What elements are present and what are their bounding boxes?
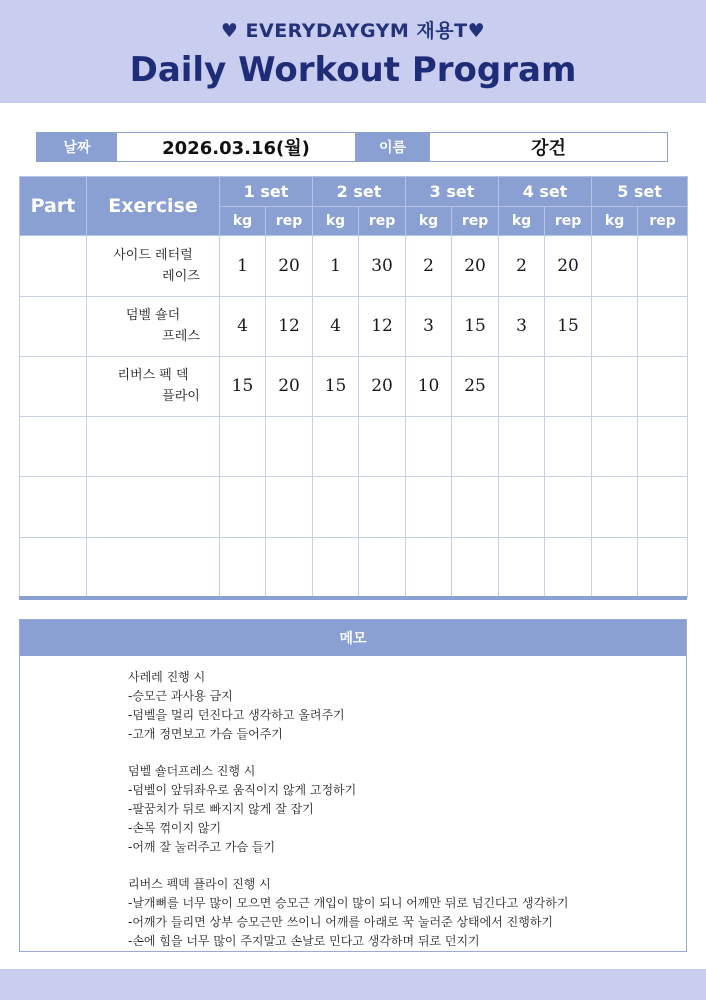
page-title: Daily Workout Program (129, 50, 577, 90)
kg-cell (406, 417, 452, 477)
kg-cell: 1 (313, 236, 359, 296)
memo-heading: 덤벨 숄더프레스 진행 시 (128, 764, 256, 778)
rep-cell (545, 477, 592, 537)
rep-cell (266, 537, 313, 597)
kg-header: kg (499, 207, 545, 236)
kg-header: kg (406, 207, 452, 236)
part-cell (20, 417, 87, 477)
set-header: 2 set (313, 177, 406, 207)
rep-cell (545, 417, 592, 477)
kg-cell (499, 417, 545, 477)
rep-cell: 20 (266, 356, 313, 416)
part-cell (20, 296, 87, 356)
workout-table (19, 176, 688, 598)
exercise-cell (87, 296, 220, 356)
rep-cell (638, 417, 688, 477)
table-bottom-rule (19, 596, 687, 600)
exercise-name-line: 플라이 (162, 389, 200, 405)
info-row (36, 132, 668, 162)
rep-cell (545, 537, 592, 597)
rep-cell (266, 477, 313, 537)
kg-cell: 4 (313, 296, 359, 356)
rep-cell: 12 (266, 296, 313, 356)
table-row (20, 537, 688, 597)
rep-header: rep (545, 207, 592, 236)
kg-cell (592, 477, 638, 537)
rep-cell (638, 477, 688, 537)
exercise-cell (87, 356, 220, 416)
memo-line: -승모근 과사용 금지 (128, 689, 233, 703)
memo-heading: 사레레 진행 시 (128, 670, 206, 684)
exercise-name-line: 프레스 (162, 329, 200, 345)
kg-cell: 15 (313, 356, 359, 416)
memo-section (128, 875, 568, 951)
kg-header: kg (220, 207, 266, 236)
rep-cell (638, 356, 688, 416)
kg-cell (406, 477, 452, 537)
kg-cell (592, 296, 638, 356)
rep-header: rep (638, 207, 688, 236)
memo-section (128, 762, 568, 857)
kg-cell (499, 477, 545, 537)
rep-cell (638, 537, 688, 597)
exercise-name-line: 덤벨 숄더 (125, 308, 181, 324)
kg-cell (220, 477, 266, 537)
memo-line: -손목 꺾이지 않기 (128, 821, 222, 835)
kg-cell: 10 (406, 356, 452, 416)
bottom-banner (0, 969, 706, 1000)
rep-cell: 15 (545, 296, 592, 356)
brand-title: ♥ EVERYDAYGYM 재용T♥ (220, 20, 486, 42)
rep-cell: 20 (452, 236, 499, 296)
kg-cell: 4 (220, 296, 266, 356)
part-cell (20, 477, 87, 537)
kg-cell: 2 (406, 236, 452, 296)
rep-cell (452, 537, 499, 597)
kg-cell (313, 537, 359, 597)
kg-cell: 3 (406, 296, 452, 356)
date-value: 2026.03.16(월) (162, 138, 310, 159)
kg-cell (313, 417, 359, 477)
table-row (20, 296, 688, 356)
table-row (20, 477, 688, 537)
rep-cell (266, 417, 313, 477)
rep-header: rep (359, 207, 406, 236)
exercise-cell (87, 417, 220, 477)
memo-line: -팔꿈치가 뒤로 빠지지 않게 잘 잡기 (128, 802, 314, 816)
kg-cell (592, 417, 638, 477)
kg-cell (592, 236, 638, 296)
kg-cell (499, 356, 545, 416)
memo-box (19, 619, 687, 952)
kg-cell: 2 (499, 236, 545, 296)
kg-cell (499, 537, 545, 597)
memo-section (128, 668, 568, 744)
memo-line: -고개 정면보고 가슴 들어주기 (128, 727, 283, 741)
rep-cell: 20 (266, 236, 313, 296)
exercise-cell (87, 537, 220, 597)
kg-header: kg (592, 207, 638, 236)
table-row (20, 356, 688, 416)
rep-cell: 20 (359, 356, 406, 416)
exercise-cell (87, 477, 220, 537)
memo-heading: 리버스 펙덱 플라이 진행 시 (128, 877, 271, 891)
memo-line: -어깨 잘 눌러주고 가슴 들기 (128, 840, 276, 854)
kg-cell: 15 (220, 356, 266, 416)
rep-cell (359, 537, 406, 597)
kg-cell (592, 356, 638, 416)
part-header: Part (20, 177, 87, 236)
exercise-cell (87, 236, 220, 296)
rep-header: rep (452, 207, 499, 236)
rep-cell: 25 (452, 356, 499, 416)
memo-line: -덤벨을 멀리 던진다고 생각하고 올려주기 (128, 708, 345, 722)
rep-cell: 12 (359, 296, 406, 356)
table-row (20, 236, 688, 296)
memo-line: -손에 힘을 너무 많이 주지말고 손날로 민다고 생각하며 뒤로 던지기 (128, 934, 480, 948)
table-row (20, 417, 688, 477)
memo-line: -날개뼈를 너무 많이 모으면 승모근 개입이 많이 되니 어깨만 뒤로 넘긴다고 생각하기 (128, 896, 569, 910)
rep-cell (452, 477, 499, 537)
rep-header: rep (266, 207, 313, 236)
name-value: 강건 (531, 138, 566, 159)
part-cell (20, 356, 87, 416)
rep-cell (638, 236, 688, 296)
memo-line: -덤벨이 앞뒤좌우로 움직이지 않게 고정하기 (128, 783, 357, 797)
kg-cell (592, 537, 638, 597)
rep-cell (359, 477, 406, 537)
date-label: 날짜 (37, 133, 117, 161)
part-cell (20, 537, 87, 597)
rep-cell: 20 (545, 236, 592, 296)
set-header: 5 set (592, 177, 688, 207)
exercise-name-line: 리버스 펙 덱 (117, 368, 189, 384)
memo-line: -어깨가 들리면 상부 승모근만 쓰이니 어깨를 아래로 꾹 눌러준 상태에서 진행하기 (128, 915, 554, 929)
kg-cell (220, 417, 266, 477)
kg-cell (406, 537, 452, 597)
name-label: 이름 (355, 133, 430, 161)
rep-cell (452, 417, 499, 477)
kg-cell: 1 (220, 236, 266, 296)
kg-cell (220, 537, 266, 597)
rep-cell (545, 356, 592, 416)
rep-cell (359, 417, 406, 477)
part-cell (20, 236, 87, 296)
rep-cell: 15 (452, 296, 499, 356)
exercise-name-line: 레이즈 (162, 268, 200, 284)
rep-cell (638, 296, 688, 356)
set-header: 3 set (406, 177, 499, 207)
set-header: 1 set (220, 177, 313, 207)
exercise-name-line: 사이드 레터럴 (113, 247, 193, 263)
exercise-header: Exercise (87, 177, 220, 236)
memo-title: 메모 (20, 620, 686, 656)
rep-cell: 30 (359, 236, 406, 296)
kg-header: kg (313, 207, 359, 236)
set-header: 4 set (499, 177, 592, 207)
kg-cell (313, 477, 359, 537)
kg-cell: 3 (499, 296, 545, 356)
memo-body (128, 668, 568, 969)
